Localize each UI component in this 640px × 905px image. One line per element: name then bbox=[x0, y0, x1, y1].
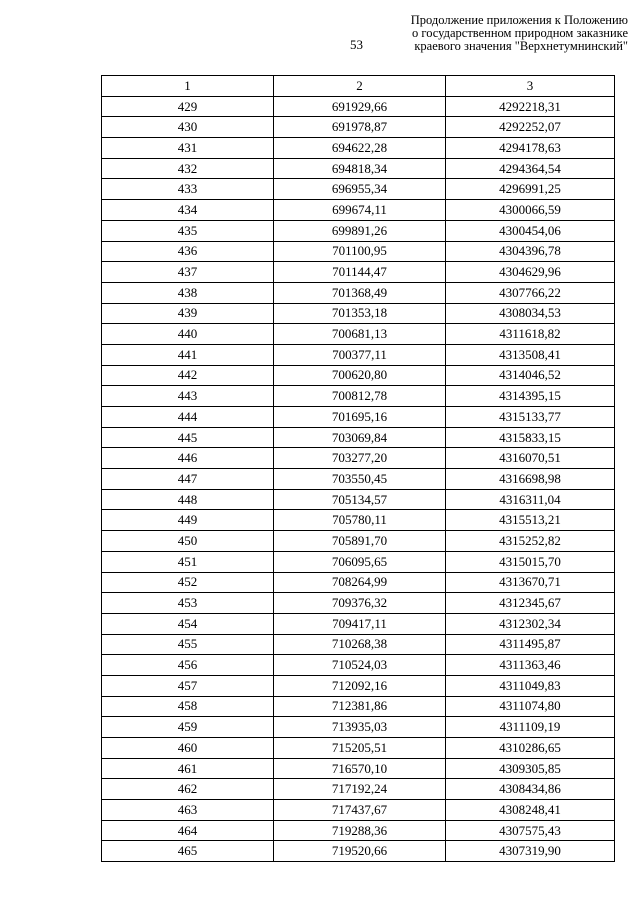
table-row bbox=[102, 634, 615, 655]
point-number-cell: 457 bbox=[102, 675, 274, 696]
y-coordinate-cell: 4315252,82 bbox=[446, 531, 615, 552]
table-row bbox=[102, 779, 615, 800]
x-coordinate-cell: 699674,11 bbox=[274, 200, 446, 221]
y-coordinate-cell: 4292218,31 bbox=[446, 96, 615, 117]
y-coordinate-cell: 4311363,46 bbox=[446, 655, 615, 676]
table-row bbox=[102, 696, 615, 717]
y-coordinate-cell: 4300454,06 bbox=[446, 220, 615, 241]
point-number-cell: 445 bbox=[102, 427, 274, 448]
y-coordinate-cell: 4315833,15 bbox=[446, 427, 615, 448]
y-coordinate-cell: 4314046,52 bbox=[446, 365, 615, 386]
x-coordinate-cell: 705134,57 bbox=[274, 489, 446, 510]
table-row bbox=[102, 448, 615, 469]
table-row bbox=[102, 282, 615, 303]
point-number-cell: 454 bbox=[102, 613, 274, 634]
point-number-cell: 459 bbox=[102, 717, 274, 738]
y-coordinate-cell: 4312302,34 bbox=[446, 613, 615, 634]
x-coordinate-cell: 703069,84 bbox=[274, 427, 446, 448]
table-row bbox=[102, 655, 615, 676]
x-coordinate-cell: 700681,13 bbox=[274, 324, 446, 345]
point-number-cell: 436 bbox=[102, 241, 274, 262]
y-coordinate-cell: 4296991,25 bbox=[446, 179, 615, 200]
y-coordinate-cell: 4313670,71 bbox=[446, 572, 615, 593]
x-coordinate-cell: 701368,49 bbox=[274, 282, 446, 303]
y-coordinate-cell: 4292252,07 bbox=[446, 117, 615, 138]
x-coordinate-cell: 709376,32 bbox=[274, 593, 446, 614]
table-row bbox=[102, 96, 615, 117]
table-row bbox=[102, 241, 615, 262]
point-number-cell: 465 bbox=[102, 841, 274, 862]
point-number-cell: 446 bbox=[102, 448, 274, 469]
point-number-cell: 463 bbox=[102, 800, 274, 821]
table-row bbox=[102, 117, 615, 138]
x-coordinate-cell: 701353,18 bbox=[274, 303, 446, 324]
point-number-cell: 435 bbox=[102, 220, 274, 241]
table-row bbox=[102, 717, 615, 738]
table-row bbox=[102, 407, 615, 428]
y-coordinate-cell: 4307319,90 bbox=[446, 841, 615, 862]
x-coordinate-cell: 712381,86 bbox=[274, 696, 446, 717]
y-coordinate-cell: 4311495,87 bbox=[446, 634, 615, 655]
y-coordinate-cell: 4311074,80 bbox=[446, 696, 615, 717]
x-coordinate-cell: 705891,70 bbox=[274, 531, 446, 552]
table-row bbox=[102, 469, 615, 490]
table-row bbox=[102, 820, 615, 841]
table-row bbox=[102, 386, 615, 407]
point-number-cell: 453 bbox=[102, 593, 274, 614]
table-row bbox=[102, 593, 615, 614]
x-coordinate-cell: 701695,16 bbox=[274, 407, 446, 428]
table-row bbox=[102, 758, 615, 779]
point-number-cell: 461 bbox=[102, 758, 274, 779]
point-number-cell: 464 bbox=[102, 820, 274, 841]
x-coordinate-cell: 700812,78 bbox=[274, 386, 446, 407]
point-number-cell: 447 bbox=[102, 469, 274, 490]
point-number-cell: 455 bbox=[102, 634, 274, 655]
y-coordinate-cell: 4315133,77 bbox=[446, 407, 615, 428]
y-coordinate-cell: 4307766,22 bbox=[446, 282, 615, 303]
y-coordinate-cell: 4316698,98 bbox=[446, 469, 615, 490]
y-coordinate-cell: 4312345,67 bbox=[446, 593, 615, 614]
x-coordinate-cell: 719520,66 bbox=[274, 841, 446, 862]
table-row bbox=[102, 179, 615, 200]
point-number-cell: 439 bbox=[102, 303, 274, 324]
x-coordinate-cell: 699891,26 bbox=[274, 220, 446, 241]
x-coordinate-cell: 705780,11 bbox=[274, 510, 446, 531]
y-coordinate-cell: 4315015,70 bbox=[446, 551, 615, 572]
y-coordinate-cell: 4294364,54 bbox=[446, 158, 615, 179]
y-coordinate-cell: 4304396,78 bbox=[446, 241, 615, 262]
table-row bbox=[102, 841, 615, 862]
table-row bbox=[102, 510, 615, 531]
y-coordinate-cell: 4294178,63 bbox=[446, 138, 615, 159]
y-coordinate-cell: 4313508,41 bbox=[446, 344, 615, 365]
x-coordinate-cell: 694818,34 bbox=[274, 158, 446, 179]
y-coordinate-cell: 4311618,82 bbox=[446, 324, 615, 345]
x-coordinate-cell: 694622,28 bbox=[274, 138, 446, 159]
x-coordinate-cell: 717192,24 bbox=[274, 779, 446, 800]
appendix-header-note bbox=[388, 14, 628, 53]
y-coordinate-cell: 4316311,04 bbox=[446, 489, 615, 510]
table-row bbox=[102, 344, 615, 365]
x-coordinate-cell: 703277,20 bbox=[274, 448, 446, 469]
point-number-cell: 429 bbox=[102, 96, 274, 117]
x-coordinate-cell: 717437,67 bbox=[274, 800, 446, 821]
point-number-cell: 430 bbox=[102, 117, 274, 138]
point-number-cell: 431 bbox=[102, 138, 274, 159]
header-note-line-2: о государственном природном заказнике bbox=[412, 26, 628, 40]
y-coordinate-cell: 4307575,43 bbox=[446, 820, 615, 841]
y-coordinate-cell: 4308248,41 bbox=[446, 800, 615, 821]
x-coordinate-cell: 691978,87 bbox=[274, 117, 446, 138]
point-number-cell: 448 bbox=[102, 489, 274, 510]
x-coordinate-cell: 716570,10 bbox=[274, 758, 446, 779]
x-coordinate-cell: 700377,11 bbox=[274, 344, 446, 365]
header-note-line-1: Продолжение приложения к Положению bbox=[410, 13, 628, 27]
table-row bbox=[102, 489, 615, 510]
x-coordinate-cell: 710268,38 bbox=[274, 634, 446, 655]
point-number-cell: 441 bbox=[102, 344, 274, 365]
table-row bbox=[102, 738, 615, 759]
y-coordinate-cell: 4310286,65 bbox=[446, 738, 615, 759]
y-coordinate-cell: 4300066,59 bbox=[446, 200, 615, 221]
point-number-cell: 432 bbox=[102, 158, 274, 179]
point-number-cell: 456 bbox=[102, 655, 274, 676]
coordinates-table-body bbox=[102, 96, 615, 861]
x-coordinate-cell: 709417,11 bbox=[274, 613, 446, 634]
table-row bbox=[102, 220, 615, 241]
y-coordinate-cell: 4308034,53 bbox=[446, 303, 615, 324]
y-coordinate-cell: 4308434,86 bbox=[446, 779, 615, 800]
table-row bbox=[102, 531, 615, 552]
table-row bbox=[102, 675, 615, 696]
y-coordinate-cell: 4304629,96 bbox=[446, 262, 615, 283]
table-row bbox=[102, 158, 615, 179]
x-coordinate-cell: 706095,65 bbox=[274, 551, 446, 572]
page-number: 53 bbox=[350, 37, 363, 52]
y-coordinate-cell: 4311109,19 bbox=[446, 717, 615, 738]
table-row bbox=[102, 551, 615, 572]
column-header-x: 2 bbox=[274, 76, 446, 97]
column-header-y: 3 bbox=[446, 76, 615, 97]
y-coordinate-cell: 4315513,21 bbox=[446, 510, 615, 531]
point-number-cell: 437 bbox=[102, 262, 274, 283]
table-row bbox=[102, 303, 615, 324]
column-header-number: 1 bbox=[102, 76, 274, 97]
x-coordinate-cell: 700620,80 bbox=[274, 365, 446, 386]
table-row bbox=[102, 200, 615, 221]
table-row bbox=[102, 365, 615, 386]
x-coordinate-cell: 710524,03 bbox=[274, 655, 446, 676]
x-coordinate-cell: 701100,95 bbox=[274, 241, 446, 262]
point-number-cell: 438 bbox=[102, 282, 274, 303]
x-coordinate-cell: 691929,66 bbox=[274, 96, 446, 117]
point-number-cell: 443 bbox=[102, 386, 274, 407]
x-coordinate-cell: 719288,36 bbox=[274, 820, 446, 841]
point-number-cell: 450 bbox=[102, 531, 274, 552]
table-row bbox=[102, 138, 615, 159]
header-note-line-3: краевого значения "Верхнетумнинский" bbox=[414, 39, 628, 53]
y-coordinate-cell: 4314395,15 bbox=[446, 386, 615, 407]
point-number-cell: 434 bbox=[102, 200, 274, 221]
point-number-cell: 433 bbox=[102, 179, 274, 200]
x-coordinate-cell: 712092,16 bbox=[274, 675, 446, 696]
x-coordinate-cell: 701144,47 bbox=[274, 262, 446, 283]
table-row bbox=[102, 427, 615, 448]
table-row bbox=[102, 800, 615, 821]
table-header-row bbox=[102, 76, 615, 97]
point-number-cell: 440 bbox=[102, 324, 274, 345]
table-row bbox=[102, 613, 615, 634]
point-number-cell: 451 bbox=[102, 551, 274, 572]
x-coordinate-cell: 696955,34 bbox=[274, 179, 446, 200]
y-coordinate-cell: 4311049,83 bbox=[446, 675, 615, 696]
x-coordinate-cell: 703550,45 bbox=[274, 469, 446, 490]
x-coordinate-cell: 715205,51 bbox=[274, 738, 446, 759]
coordinates-table bbox=[101, 75, 615, 862]
point-number-cell: 452 bbox=[102, 572, 274, 593]
x-coordinate-cell: 708264,99 bbox=[274, 572, 446, 593]
table-row bbox=[102, 262, 615, 283]
y-coordinate-cell: 4309305,85 bbox=[446, 758, 615, 779]
point-number-cell: 458 bbox=[102, 696, 274, 717]
table-row bbox=[102, 324, 615, 345]
y-coordinate-cell: 4316070,51 bbox=[446, 448, 615, 469]
x-coordinate-cell: 713935,03 bbox=[274, 717, 446, 738]
point-number-cell: 460 bbox=[102, 738, 274, 759]
table-row bbox=[102, 572, 615, 593]
point-number-cell: 449 bbox=[102, 510, 274, 531]
point-number-cell: 462 bbox=[102, 779, 274, 800]
point-number-cell: 442 bbox=[102, 365, 274, 386]
point-number-cell: 444 bbox=[102, 407, 274, 428]
